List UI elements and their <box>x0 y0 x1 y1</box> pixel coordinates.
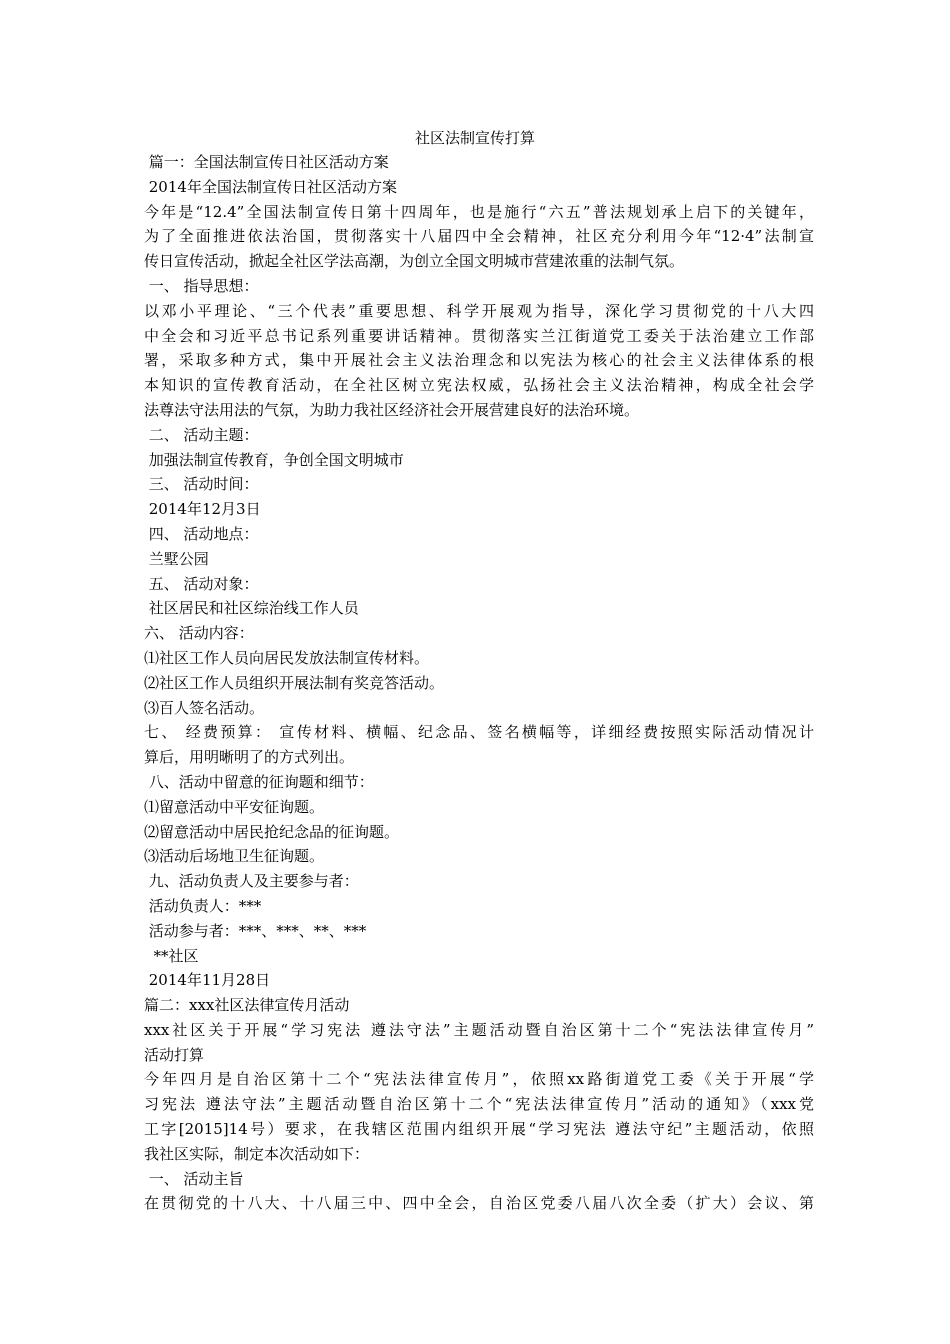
text-line: xxx社区关于开展“学习宪法 遵法守法”主题活动暨自治区第十二个“宪法法律宣传月” <box>144 1020 814 1039</box>
text-line: 社区居民和社区综治线工作人员 <box>144 599 359 618</box>
text-line: **社区 <box>144 946 199 965</box>
text-line: 2014年11月28日 <box>144 971 271 990</box>
text-line: 八、活动中留意的征询题和细节： <box>144 772 374 791</box>
text-line: 九、活动负责人及主要参与者： <box>144 872 359 891</box>
text-line: ⑶活动后场地卫生征询题。 <box>144 847 325 866</box>
text-line: 加强法制宣传教育，争创全国文明城市 <box>144 450 404 469</box>
text-line: 在贯彻党的十八大、十八届三中、四中全会，自治区党委八届八次全委（扩大）会议、第 <box>144 1194 814 1213</box>
text-line: 兰墅公园 <box>144 549 209 568</box>
text-line: ⑴留意活动中平安征询题。 <box>144 797 325 816</box>
text-line: 中全会和习近平总书记系列重要讲话精神。贯彻落实兰江街道党工委关于法治建立工作部 <box>144 326 814 345</box>
text-line: 工字[2015]14号）要求，在我辖区范围内组织开展“学习宪法 遵法守纪”主题活动，依照 <box>144 1120 814 1139</box>
text-line: 二、 活动主题： <box>144 425 259 444</box>
text-line: 七、 经费预算： 宣传材料、横幅、纪念品、签名横幅等，详细经费按照实际活动情况计 <box>144 723 814 742</box>
text-line: ⑵留意活动中居民抢纪念品的征询题。 <box>144 822 400 841</box>
text-line: 以邓小平理论、“三个代表”重要思想、科学开展观为指导，深化学习贯彻党的十八大四 <box>144 301 814 320</box>
text-line: 篇二：xxx社区法律宣传月活动 <box>144 996 350 1015</box>
text-line: 习宪法 遵法守法”主题活动暨自治区第十二个“宪法法律宣传月”活动的通知》（xxx党 <box>144 1095 814 1114</box>
text-line: 活动负责人：*** <box>144 896 262 915</box>
text-line: 四、 活动地点： <box>144 524 259 543</box>
text-line: 署，采取多种方式，集中开展社会主义法治理念和以宪法为核心的社会主义法律体系的根 <box>144 351 814 370</box>
text-line: 法尊法守法用法的气氛，为助力我社区经济社会开展营建良好的法治环境。 <box>144 400 640 419</box>
text-line: 为了全面推进依法治国，贯彻落实十八届四中全会精神，社区充分利用今年“12·4”法制宣 <box>144 227 814 246</box>
text-line: 2014年全国法制宣传日社区活动方案 <box>144 177 397 196</box>
text-line: 今年四月是自治区第十二个“宪法法律宣传月”，依照xx路街道党工委《关于开展“学 <box>144 1070 814 1089</box>
text-line: 传日宣传活动，掀起全社区学法高潮，为创立全国文明城市营建浓重的法制气氛。 <box>144 252 685 271</box>
text-line: 今年是“12.4”全国法制宣传日第十四周年，也是施行“六五”普法规划承上启下的关键年， <box>144 202 814 221</box>
text-line: 一、 指导思想： <box>144 276 259 295</box>
text-line: 三、 活动时间： <box>144 475 259 494</box>
text-line: 活动参与者：***、***、**、*** <box>144 921 367 940</box>
text-line: 五、 活动对象： <box>144 574 259 593</box>
text-line: 六、 活动内容： <box>144 624 254 643</box>
text-line: 篇一：全国法制宣传日社区活动方案 <box>144 153 389 171</box>
document-body <box>144 150 814 1216</box>
text-line: ⑶百人签名活动。 <box>144 698 265 717</box>
text-line: 我社区实际，制定本次活动如下： <box>144 1144 370 1163</box>
text-line: 算后，用明晰明了的方式列出。 <box>144 748 355 767</box>
text-line: 本知识的宣传教育活动，在全社区树立宪法权威，弘扬社会主义法治精神，构成全社会学 <box>144 376 814 395</box>
text-line: 活动打算 <box>144 1045 205 1064</box>
text-line: ⑵社区工作人员组织开展法制有奖竞答活动。 <box>144 673 445 692</box>
text-line: 一、 活动主旨 <box>144 1169 244 1188</box>
text-line: 2014年12月3日 <box>144 500 261 519</box>
document-title: 社区法制宣传打算 <box>414 129 535 147</box>
text-line: ⑴社区工作人员向居民发放法制宣传材料。 <box>144 648 430 667</box>
